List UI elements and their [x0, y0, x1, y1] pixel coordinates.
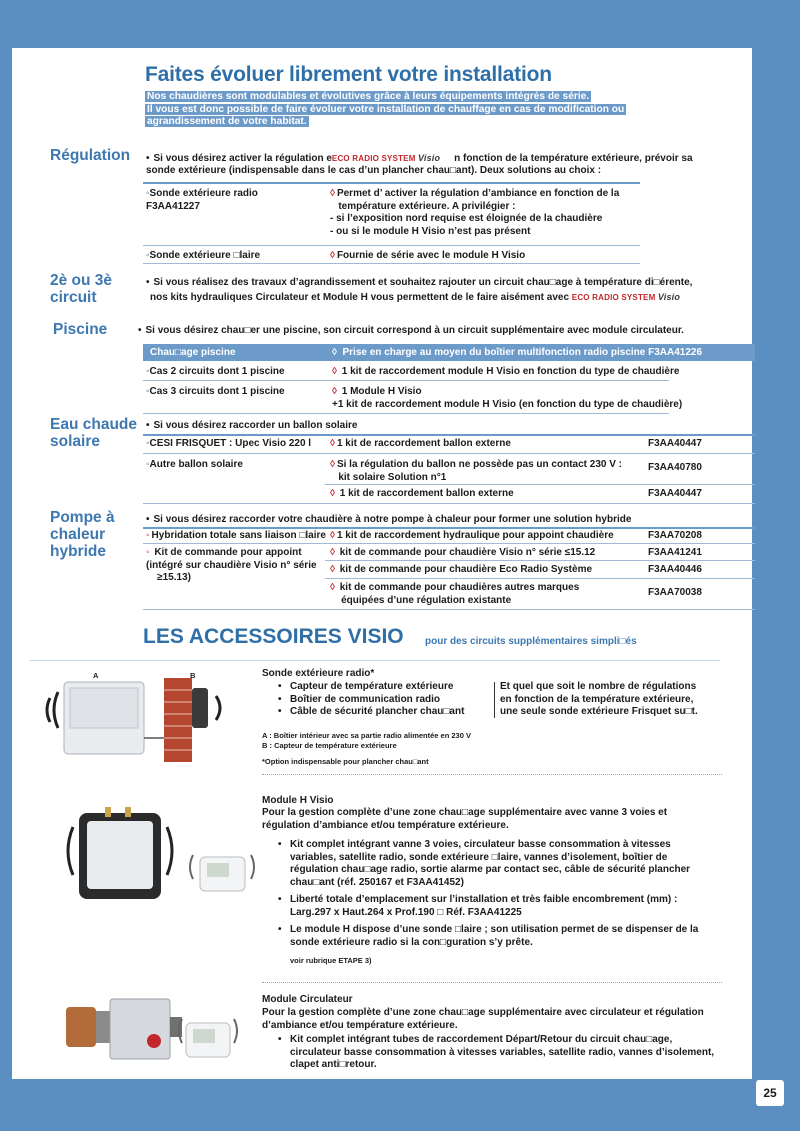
divider	[30, 660, 720, 661]
divider	[143, 503, 755, 504]
divider	[143, 543, 755, 544]
ref-code: F3AA70208	[648, 530, 702, 541]
page-frame-bottom	[0, 1079, 800, 1131]
piscine-header-right: ◊ Prise en charge au moyen du boîtier multifonction radio piscine F3AA41226	[332, 347, 703, 358]
piscine-header-left: Chau□age piscine	[150, 347, 236, 358]
sonde-illustration	[40, 668, 252, 768]
table-row: ◦Sonde extérieure radio F3AA41227	[146, 188, 258, 212]
table-row: ◦ Kit de commande pour appoint (intégré sur chaudière Visio n° série ≥15.13)	[146, 547, 317, 583]
image-label-b: B	[190, 671, 196, 680]
divider	[143, 609, 755, 610]
circuit-text: • Si vous réalisez des travaux d’agrandissement et souhaitez rajouter un circuit chau□age à température di□érente,	[146, 277, 692, 290]
list-item: • Kit complet intégrant tubes de raccordement Départ/Retour du circuit chau□age, circulateur basse consommation à vitesses variables, satellite radio, vannes d’isolement, clapet anti□retour.	[268, 1034, 714, 1072]
list-item: • Liberté totale d’emplacement sur l’installation et très faible encombrement (mm) : Larg.297 x Haut.264 x Prof.190 □ Réf. F3AA41225	[268, 894, 698, 919]
page-frame-left	[0, 0, 12, 1131]
ref-code: F3AA40447	[648, 438, 702, 449]
pompe-text: • Si vous désirez raccorder votre chaudière à notre pompe à chaleur pour former une solution hybride	[146, 514, 631, 527]
eco-radio-logo: ECO RADIO SYSTEM Visio	[571, 292, 681, 302]
ref-code: F3AA40780	[648, 462, 702, 473]
table-row-detail: ◊ kit de commande pour chaudière Visio n° série ≤15.12	[330, 547, 596, 558]
sonde-list	[268, 681, 464, 719]
table-row: ◦Cas 2 circuits dont 1 piscine	[146, 366, 285, 377]
sonde-title: Sonde extérieure radio*	[262, 668, 375, 679]
table-row: ◦CESI FRISQUET : Upec Visio 220 l	[146, 438, 312, 449]
page-frame-top	[0, 0, 800, 48]
divider	[325, 578, 755, 579]
table-row-detail: ◊ 1 kit de raccordement hydraulique pour appoint chaudière	[330, 530, 614, 541]
page-frame-right	[752, 0, 800, 1131]
table-row-detail: ◊ kit de commande pour chaudières autres marques équipées d’une régulation existante	[330, 582, 580, 606]
divider	[143, 380, 669, 381]
section-label-regulation: Régulation	[50, 147, 131, 164]
table-row-detail: ◊ 1 kit de raccordement ballon externe	[330, 488, 514, 499]
divider	[262, 982, 722, 983]
ref-code: F3AA70038	[648, 587, 702, 598]
accessories-title: LES ACCESSOIRES VISIO	[143, 625, 404, 648]
section-label-pompe: Pompe à chaleur hybride	[50, 509, 115, 560]
module-circulateur-list	[268, 1034, 714, 1072]
table-row: ◦Cas 3 circuits dont 1 piscine	[146, 386, 285, 397]
table-row-detail: ◊ Fournie de série avec le module H Visio	[330, 250, 526, 261]
divider	[143, 413, 669, 414]
section-label-solaire: Eau chaude solaire	[50, 416, 137, 450]
divider	[143, 434, 755, 436]
section-label-circuit: 2è ou 3è circuit	[50, 272, 113, 306]
module-circulateur-intro: Pour la gestion complète d’une zone chau□age supplémentaire avec circulateur et régulation d’ambiance et/ou température extérieure.	[262, 1007, 704, 1031]
table-row: ◦Sonde extérieure □laire	[146, 250, 261, 261]
ref-code: F3AA40446	[648, 564, 702, 575]
table-row-detail: ◊ 1 kit de raccordement ballon externe	[330, 438, 511, 449]
list-item: • Câble de sécurité plancher chau□ant	[268, 706, 464, 719]
piscine-text: • Si vous désirez chau□er une piscine, son circuit correspond à un circuit supplémentaire avec module circulateur.	[138, 325, 684, 338]
divider	[494, 682, 495, 718]
ref-code: F3AA40447	[648, 488, 702, 499]
table-row-detail: ◊ Permet d’ activer la régulation d’ambiance en fonction de la température extérieure. A privilégier : - si l’exposition nord requise est éloignée de la chaudière - ou si le module H Visio n’est pas présent	[330, 188, 620, 237]
divider	[325, 484, 755, 485]
module-circulateur-illustration	[62, 993, 247, 1068]
list-item: • Boîtier de communication radio	[268, 694, 464, 707]
divider	[262, 774, 722, 775]
table-row: ◦Autre ballon solaire	[146, 459, 243, 470]
divider	[143, 245, 640, 246]
section-label-piscine: Piscine	[53, 321, 108, 338]
module-h-note: voir rubrique ETAPE 3)	[290, 956, 372, 965]
module-h-list	[268, 839, 698, 949]
circuit-text-2: nos kits hydrauliques Circulateur et Module H vous permettent de le faire aisément avec ECO RADIO SYSTEM Visio	[150, 292, 681, 303]
divider	[143, 453, 755, 454]
table-row-detail: ◊ kit de commande pour chaudière Eco Radio Système	[330, 564, 593, 575]
module-h-illustration	[55, 805, 260, 915]
sonde-notes: A : Boîtier intérieur avec sa partie radio alimentée en 230 V B : Capteur de température extérieure	[262, 731, 471, 750]
table-row-detail: ◊ 1 Module H Visio +1 kit de raccordement module H Visio (en fonction du type de chaudière)	[332, 386, 683, 410]
solaire-text: • Si vous désirez raccorder un ballon solaire	[146, 420, 357, 433]
image-label-a: A	[93, 671, 99, 680]
list-item: • Le module H dispose d’une sonde □laire ; son utilisation permet de se dispenser de la sonde extérieure radio si la con□guration s’y prête.	[268, 924, 698, 949]
intro-text: Nos chaudières sont modulables et évolutives grâce à leurs équipements intégrés de série. Il vous est donc possible de faire évoluer votre installation de chauffage en cas de modification ou agrandissement de votre habitat.	[147, 91, 625, 127]
eco-radio-logo: ECO RADIO SYSTEM Visio	[331, 153, 441, 163]
page-title: Faites évoluer librement votre installation	[145, 63, 552, 86]
divider	[143, 263, 640, 264]
page-number: 25	[756, 1080, 784, 1106]
table-row: ◦ Hybridation totale sans liaison □laire	[146, 530, 326, 541]
table-row-detail: ◊ Si la régulation du ballon ne possède pas un contact 230 V : kit solaire Solution n°1	[330, 459, 623, 483]
regulation-text: • Si vous désirez activer la régulation eECO RADIO SYSTEM Visio n fonction de la température extérieure, prévoir sa	[146, 152, 693, 166]
regulation-text-2: sonde extérieure (indispensable dans le cas d’un plancher chau□ant). Deux solutions au choix :	[146, 165, 602, 176]
divider	[143, 527, 755, 529]
divider	[143, 182, 640, 184]
sonde-footnote: *Option indispensable pour plancher chau□ant	[262, 757, 429, 766]
divider	[325, 560, 755, 561]
sonde-side-note: Et quel que soit le nombre de régulations en fonction de la température extérieure, une seule sonde extérieure Frisquet su□t.	[500, 681, 698, 717]
module-h-title: Module H Visio	[262, 795, 334, 806]
list-item: • Kit complet intégrant vanne 3 voies, circulateur basse consommation à vitesses variables, satellite radio, sonde extérieure □laire, vannes d’isolement, boîtier de régulation chau□age radio, sortie alarme par contact sec, câble de sécurité plancher chau□ant (réf. 250167 et F3AA41452)	[268, 839, 698, 889]
ref-code: F3AA41241	[648, 547, 702, 558]
accessories-subtitle: pour des circuits supplémentaires simpli□és	[425, 636, 637, 647]
module-circulateur-title: Module Circulateur	[262, 994, 353, 1005]
list-item: • Capteur de température extérieure	[268, 681, 464, 694]
table-row-detail: ◊ 1 kit de raccordement module H Visio en fonction du type de chaudière	[332, 366, 680, 377]
module-h-intro: Pour la gestion complète d’une zone chau□age supplémentaire avec vanne 3 voies et régulation d’ambiance et/ou température extérieure.	[262, 807, 668, 831]
